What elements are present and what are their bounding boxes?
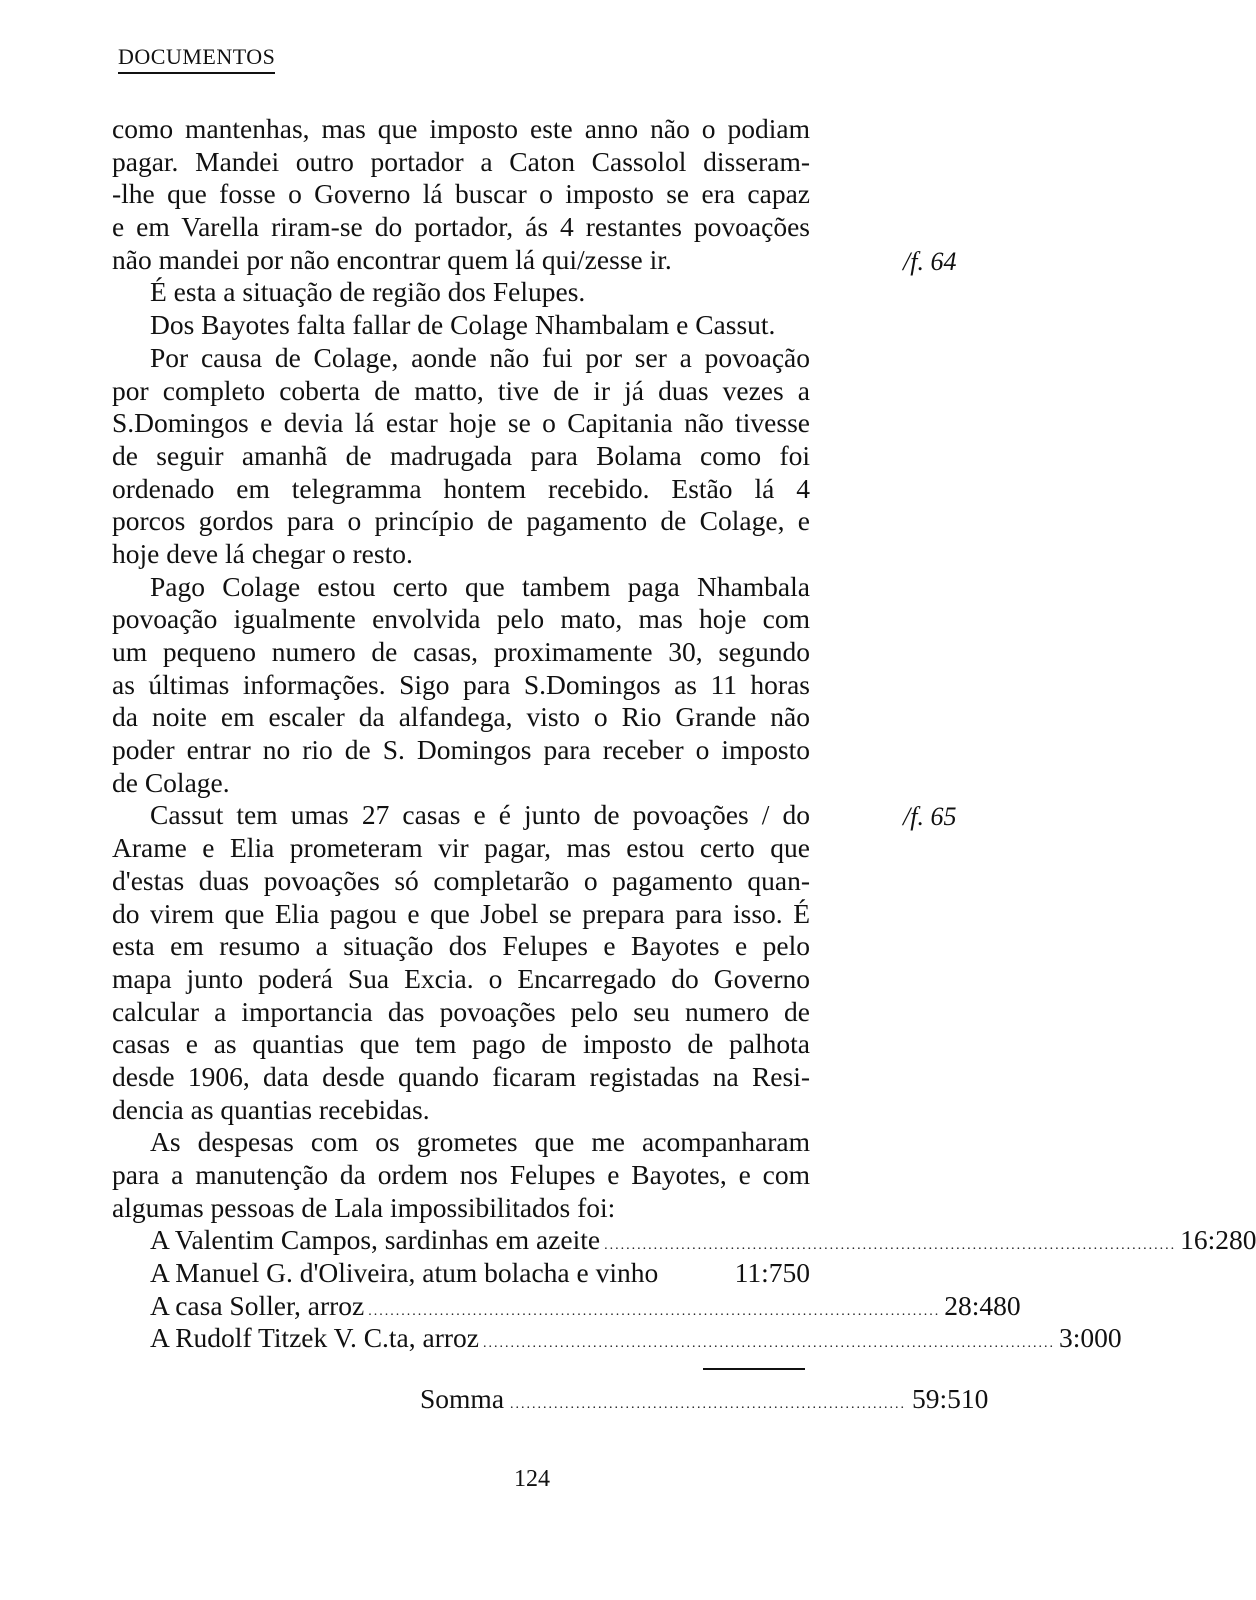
- expense-description: A Manuel G. d'Oliveira, atum bolacha e vinho: [150, 1257, 659, 1289]
- dot-leader: ........................................................................: [510, 1397, 907, 1412]
- expense-description: A Rudolf Titzek V. C.ta, arroz: [150, 1322, 479, 1354]
- text-line: mapa junto poderá Sua Excia. o Encarregado do Governo: [112, 962, 810, 994]
- total-row: [420, 1383, 989, 1415]
- text-line: Dos Bayotes falta fallar de Colage Nhambalam e Cassut.: [150, 309, 776, 341]
- text-line: dencia as quantias recebidas.: [112, 1093, 430, 1125]
- text-line: de seguir amanhã de madrugada para Bolama como foi: [112, 439, 810, 471]
- expense-amount: 3:000: [1059, 1322, 1122, 1354]
- text-line: desde 1906, data desde quando ficaram registadas na Resi-: [112, 1060, 810, 1092]
- text-line: ordenado em telegramma hontem recebido. Estão lá 4: [112, 472, 810, 504]
- text-line: pagar. Mandei outro portador a Caton Cassolol disseram-: [112, 145, 810, 177]
- text-line: hoje deve lá chegar o resto.: [112, 537, 413, 569]
- text-line: como mantenhas, mas que imposto este anno não o podiam: [112, 113, 810, 144]
- text-line: as últimas informações. Sigo para S.Domingos as 11 horas: [112, 668, 810, 700]
- expense-amount: 16:280: [1180, 1224, 1256, 1256]
- page-number: 124: [514, 1466, 550, 1492]
- text-line: É esta a situação de região dos Felupes.: [150, 276, 586, 308]
- text-line: poder entrar no rio de S. Domingos para receber o imposto: [112, 734, 810, 766]
- text-line: algumas pessoas de Lala impossibilitados foi:: [112, 1191, 616, 1223]
- expense-amount: 11:750: [734, 1257, 810, 1289]
- text-line: povoação igualmente envolvida pelo mato, mas hoje com: [112, 603, 810, 635]
- text-line: Pago Colage estou certo que tambem paga Nhambala: [150, 570, 810, 602]
- expense-description: A casa Soller, arroz: [150, 1289, 365, 1321]
- text-line: de Colage.: [112, 766, 230, 798]
- text-line: para a manutenção da ordem nos Felupes e Bayotes, e com: [112, 1159, 810, 1190]
- expense-row: [112, 1224, 1256, 1257]
- folio-note: /f. 64: [903, 247, 957, 276]
- dot-leader: ........................................................................................................: [483, 1336, 1055, 1352]
- text-line: e em Varella riram-se do portador, ás 4 restantes povoações: [112, 211, 810, 243]
- folio-note: /f. 65: [903, 802, 957, 831]
- text-line: esta em resumo a situação dos Felupes e Bayotes e pelo: [112, 930, 810, 962]
- text-line: um pequeno numero de casas, proximamente 30, segundo: [112, 636, 810, 667]
- text-line: calcular a importancia das povoações pelo seu numero de: [112, 995, 810, 1027]
- text-line: S.Domingos e devia lá estar hoje se o Capitania não tivesse: [112, 407, 810, 439]
- text-line: Por causa de Colage, aonde não fui por ser a povoação: [150, 341, 810, 373]
- text-line: não mandei por não encontrar quem lá qui/zesse ir.: [112, 243, 672, 275]
- text-line: casas e as quantias que tem pago de imposto de palhota: [112, 1028, 810, 1060]
- dot-leader: ........................................................................................................: [368, 1303, 941, 1319]
- text-line: do virem que Elia pagou e que Jobel se prepara para isso. É: [112, 897, 810, 929]
- total-amount: 59:510: [912, 1383, 989, 1414]
- text-line: Arame e Elia prometeram vir pagar, mas estou certo que: [112, 832, 810, 864]
- text-line: As despesas com os grometes que me acompanharam: [150, 1126, 810, 1158]
- text-line: porcos gordos para o princípio de pagamento de Colage, e: [112, 505, 810, 537]
- text-line: -lhe que fosse o Governo lá buscar o imposto se era capaz: [112, 178, 810, 210]
- text-line: da noite em escaler da alfandega, visto o Rio Grande não: [112, 701, 810, 733]
- expense-row: [112, 1289, 1021, 1323]
- sum-rule: [703, 1368, 805, 1370]
- expense-description: A Valentim Campos, sardinhas em azeite: [150, 1224, 601, 1256]
- text-line: por completo coberta de matto, tive de ir já duas vezes a: [112, 374, 810, 406]
- total-label: Somma: [420, 1383, 505, 1414]
- dot-leader: ........................................................................................................: [604, 1238, 1177, 1254]
- expense-amount: 28:480: [944, 1289, 1021, 1321]
- running-header: DOCUMENTOS: [118, 44, 275, 74]
- text-line: Cassut tem umas 27 casas e é junto de povoações / do: [150, 799, 810, 831]
- text-line: d'estas duas povoações só completarão o pagamento quan-: [112, 864, 810, 896]
